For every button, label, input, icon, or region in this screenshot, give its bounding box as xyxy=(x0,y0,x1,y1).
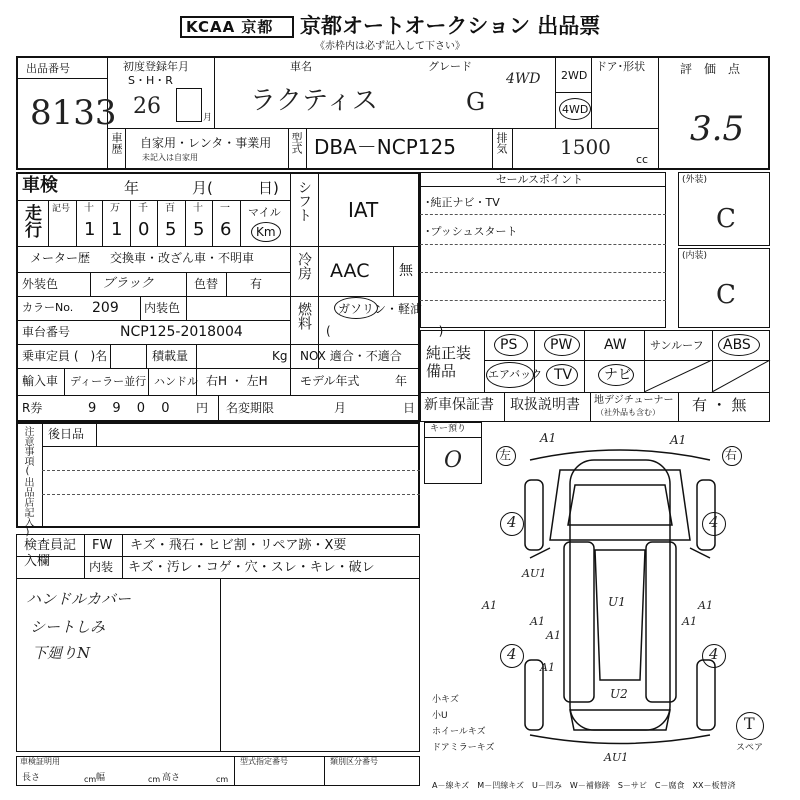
exterior-grade-value: C xyxy=(716,204,736,234)
cert-width-unit: cm xyxy=(148,775,161,784)
fw-items: キズ・飛石・ヒビ割・リペア跡・X要 xyxy=(130,538,347,553)
name-change-day: 日 xyxy=(403,401,416,415)
left-side-label: 左 xyxy=(499,448,512,462)
damage-mark-1: A1 xyxy=(670,433,687,447)
grade-label: グレード xyxy=(428,60,472,73)
legend-small-dent: 小U xyxy=(432,711,448,721)
tuner-value: 有 ・ 無 xyxy=(692,396,747,414)
damage-mark-0: A1 xyxy=(540,431,557,445)
door-shape-label: ドア･形状 xyxy=(596,60,646,73)
equip-sunroof: サンルーフ xyxy=(650,339,704,352)
equipment-label: 純正装備品 xyxy=(426,344,472,380)
recycle-label: R券 xyxy=(22,401,43,415)
exterior-color-label: 外装色 xyxy=(22,277,59,291)
model-value: DBA－NCP125 xyxy=(314,135,456,159)
logo-text: KCAA 京都 xyxy=(186,18,274,36)
shift-label: シフト xyxy=(296,180,312,222)
tuner-label: 地デジチューナー xyxy=(594,395,674,406)
damage-mark-3: 4 xyxy=(709,513,719,531)
fuel-paren: ( ) xyxy=(326,324,444,338)
color-number-label: カラーNo. xyxy=(22,301,74,314)
inspector-label: 検査員記入欄 xyxy=(24,538,77,570)
fuel-value: ガソリン・軽油 xyxy=(338,302,423,316)
capacity-label: 乗車定員 ( )名 xyxy=(22,349,108,363)
damage-mark-12: 4 xyxy=(709,645,719,663)
sales-point-0: ･純正ナビ・TV xyxy=(425,196,500,209)
evaluation-score: 3.5 xyxy=(690,109,745,149)
damage-mark-9: A1 xyxy=(682,615,697,628)
sales-points-title: セールスポイント xyxy=(496,173,584,186)
load-unit: Kg xyxy=(272,349,288,363)
page-title: 京都オートオークション 出品票 xyxy=(300,14,601,38)
equip-airbag: エアバック xyxy=(488,368,543,381)
dealer-label: ディーラー並行 xyxy=(70,375,147,388)
lot-number-label: 出品番号 xyxy=(26,62,70,75)
fw-label: FW xyxy=(92,538,113,553)
damage-mark-11: 4 xyxy=(507,645,517,663)
registration-month-unit: 月 xyxy=(203,113,213,123)
displacement-label: 排気 xyxy=(495,132,508,154)
interior-grade-value: C xyxy=(716,280,736,310)
model-year-label: モデル年式 xyxy=(300,374,360,388)
cert-height-unit: cm xyxy=(216,775,229,784)
evaluation-label: 評 価 点 xyxy=(680,62,741,76)
damage-mark-7: A1 xyxy=(698,599,713,612)
meter-history-options: 交換車・改ざん車・不明車 xyxy=(110,251,255,265)
ac-none: 無 xyxy=(399,263,413,279)
drive-handwritten-note: 4WD xyxy=(506,71,541,87)
ac-label: 冷房 xyxy=(296,252,312,280)
displacement-value: 1500 xyxy=(560,135,611,159)
equip-ps: PS xyxy=(500,337,518,353)
exterior-color-value: ブラック xyxy=(102,276,154,291)
exterior-grade-label: (外装) xyxy=(682,175,708,185)
model-label: 型式 xyxy=(290,132,303,154)
cert-length-unit: cm xyxy=(84,775,97,784)
doc-warranty: 新車保証書 xyxy=(424,397,494,413)
mileage-digit-0: 1 xyxy=(84,219,96,240)
damage-mark-14: U2 xyxy=(610,687,628,701)
spare-tire-mark: T xyxy=(744,714,755,733)
legend-small-scratch: 小キズ xyxy=(432,695,459,705)
drive-2wd: 2WD xyxy=(561,69,588,82)
equip-pw: PW xyxy=(550,337,573,353)
nox-label: NOX 適合・不適合 xyxy=(300,349,402,363)
inspector-note-2: 下廻りN xyxy=(32,644,91,662)
mileage-digit-label-5: 一 xyxy=(220,203,230,214)
mileage-unit: Km xyxy=(256,225,276,239)
model-year-unit: 年 xyxy=(395,374,408,388)
header-logo xyxy=(180,16,294,38)
right-side-label: 右 xyxy=(725,448,738,462)
damage-mark-5: A1 xyxy=(482,599,497,612)
equip-navi: ナビ xyxy=(604,367,632,383)
damage-mark-6: U1 xyxy=(608,595,626,609)
doc-manual: 取扱説明書 xyxy=(510,397,580,413)
fuel-label: 燃料 xyxy=(296,302,312,330)
mileage-digit-label-4: 十 xyxy=(193,203,203,214)
car-diagram xyxy=(482,430,750,764)
name-change-month: 月 xyxy=(334,401,347,415)
mileage-symbol-note: 記号 xyxy=(52,204,71,214)
displacement-unit: cc xyxy=(636,153,649,166)
car-name-label: 車名 xyxy=(290,60,312,73)
inspector-note-1: シートしみ xyxy=(30,618,106,636)
mileage-digit-label-3: 百 xyxy=(165,203,175,214)
mileage-digit-label-1: 万 xyxy=(110,203,120,214)
after-items-label: 後日品 xyxy=(48,427,85,441)
interior-grade-label: (内装) xyxy=(682,251,708,261)
damage-mark-15: AU1 xyxy=(604,751,629,764)
chassis-label: 車台番号 xyxy=(22,325,71,339)
notes-vertical-label: 注意事項(出品店記入) xyxy=(22,426,33,538)
shaken-year: 年 xyxy=(124,179,140,197)
recycle-value: 9 9 0 0 xyxy=(88,401,176,416)
car-name-value: ラクティス xyxy=(250,86,378,116)
header-note: 《赤枠内は必ず記入して下さい》 xyxy=(315,41,465,52)
cert-type-no: 型式指定番号 xyxy=(240,757,288,766)
mileage-digit-label-0: 十 xyxy=(84,203,94,214)
damage-mark-13: A1 xyxy=(540,661,555,674)
inspector-note-0: ハンドルカバー xyxy=(26,590,132,608)
shaken-label: 車検 xyxy=(22,175,58,196)
drive-4wd: 4WD xyxy=(562,103,589,116)
shift-value: IAT xyxy=(348,198,379,222)
damage-mark-10: A1 xyxy=(546,629,561,642)
cert-class-no: 類別区分番号 xyxy=(330,757,378,766)
chassis-value: NCP125-2018004 xyxy=(120,324,243,340)
damage-mark-4: AU1 xyxy=(522,567,547,580)
legend-mirror-scratch: ドアミラーキズ xyxy=(432,743,495,753)
interior-items: キズ・汚レ・コゲ・穴・スレ・キレ・破レ xyxy=(128,560,375,575)
mileage-digit-3: 5 xyxy=(165,219,177,240)
damage-mark-2: 4 xyxy=(507,513,517,531)
key-label: キー預り xyxy=(430,424,467,434)
load-label: 積載量 xyxy=(152,349,189,363)
shaken-month: 月( xyxy=(192,179,213,197)
sales-point-1: ･プッシュスタート xyxy=(425,225,518,238)
import-label: 輸入車 xyxy=(22,374,59,388)
damage-mark-8: A1 xyxy=(530,615,545,628)
mileage-digit-5: 6 xyxy=(220,219,232,240)
color-change-label: 色替 xyxy=(194,277,219,291)
mileage-digit-4: 5 xyxy=(193,219,205,240)
history-label: 車歴 xyxy=(110,132,123,154)
cert-width: 幅 xyxy=(96,773,106,783)
history-options: 自家用・レンタ・事業用 xyxy=(140,136,272,150)
cert-length: 長さ xyxy=(22,773,41,783)
equip-abs: ABS xyxy=(723,337,751,353)
cert-label: 車検証明用 xyxy=(20,757,60,766)
damage-code-legend: A－線キズ M－凹線キズ U－凹み W－補修跡 S－サビ C－腐食 XX－板替済 xyxy=(432,781,736,790)
registration-year: 26 xyxy=(133,94,161,119)
shaken-day: 日) xyxy=(258,179,279,197)
mileage-digit-label-2: 千 xyxy=(138,203,148,214)
recycle-unit: 円 xyxy=(196,401,209,415)
key-value: O xyxy=(444,448,463,473)
name-change-label: 名変期限 xyxy=(226,401,275,415)
color-change-value: 有 xyxy=(250,277,263,291)
handle-label: ハンドル xyxy=(154,375,198,388)
mileage-unit-label: マイル xyxy=(248,206,281,219)
legend-wheel-scratch: ホイールキズ xyxy=(432,727,486,737)
equip-empty-diagonals xyxy=(644,360,780,392)
interior-label: 内装 xyxy=(89,560,114,574)
registration-era: S・H・R xyxy=(128,74,173,87)
meter-history-label: メーター歴 xyxy=(30,251,91,265)
equip-tv: TV xyxy=(554,367,573,383)
mileage-digit-1: 1 xyxy=(111,219,123,240)
cert-height: 高さ xyxy=(162,773,181,783)
handle-value: 右H ・ 左H xyxy=(206,374,268,388)
interior-color-label: 内装色 xyxy=(144,301,181,315)
grade-value: G xyxy=(466,88,486,116)
history-note: 未記入は自家用 xyxy=(142,153,198,162)
equip-aw: AW xyxy=(604,337,627,353)
lot-number-value: 8133 xyxy=(30,93,117,133)
first-registration-label: 初度登録年月 xyxy=(123,60,189,73)
tuner-note: （社外品も含む） xyxy=(596,408,660,417)
ac-value: AAC xyxy=(330,260,370,282)
mileage-label: 走行 xyxy=(21,204,41,238)
mileage-digit-2: 0 xyxy=(138,219,150,240)
spare-tire-label: スペア xyxy=(736,743,764,753)
color-number-value: 209 xyxy=(92,300,119,316)
